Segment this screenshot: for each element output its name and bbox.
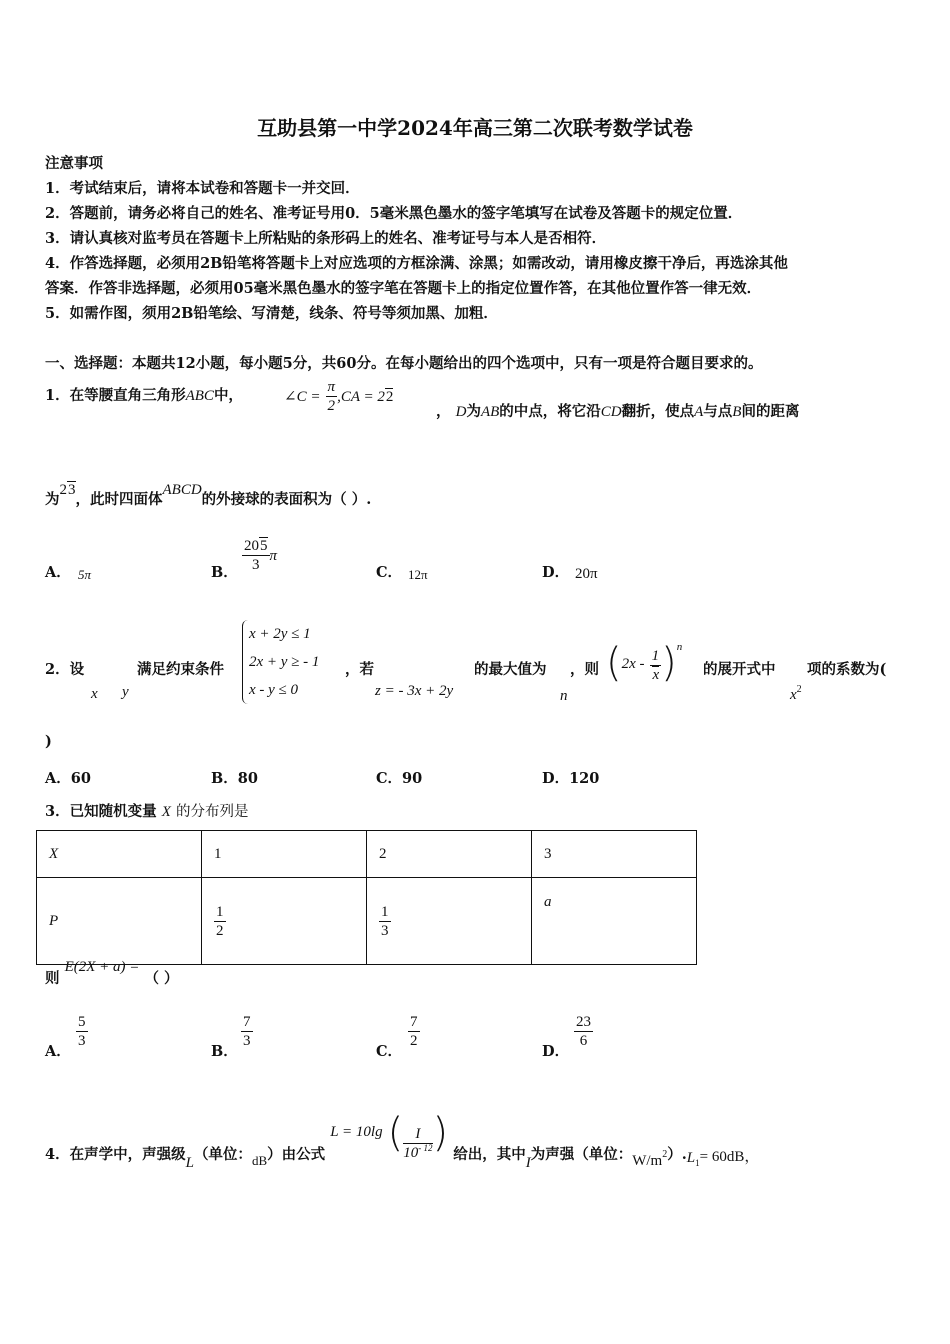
q2-option-b: B．80 — [211, 770, 258, 787]
table-cell: 1 — [202, 831, 367, 878]
question-2: 2．设 — [45, 661, 85, 678]
q3-option-d: $\frac{23}{6}$ — [576, 1014, 591, 1049]
q3-option-b-label: B． — [211, 1043, 238, 1060]
table-cell: $\frac{1}{2}$ — [202, 878, 367, 965]
question-1: 1．在等腰直角三角形ABC中， — [45, 387, 243, 404]
q2-text: ，则 — [570, 661, 599, 678]
q2-objective: z = - 3x + 2y — [375, 683, 454, 699]
notice-item: 答案．作答非选择题，必须用05毫米黑色墨水的签字笔在答题卡上的指定位置作答，在其他位置作答一律无效． — [45, 280, 762, 297]
q2-text: 项的系数为( — [807, 661, 887, 678]
q1-option-c-label: C． — [376, 564, 403, 581]
table-row — [37, 831, 697, 878]
q2-text: ，若 — [345, 661, 374, 678]
notice-item: 5．如需作图，须用2B铅笔绘、写清楚，线条、符号等须加黑、加粗． — [45, 305, 498, 322]
q2-var-y: y — [122, 684, 129, 700]
q1-option-c: 12π — [408, 567, 428, 582]
table-cell: X — [37, 831, 202, 878]
distribution-table — [36, 830, 697, 965]
q1-option-b: $\frac{205}{3}$ π — [244, 538, 278, 573]
q2-expression: (2x - $\frac{1}{x}$ )$^n$ — [606, 640, 683, 686]
q1-option-a-label: A． — [45, 564, 71, 581]
q3-option-c: $\frac{7}{2}$ — [410, 1014, 418, 1049]
q3-option-b: $\frac{7}{3}$ — [243, 1014, 251, 1049]
q3-option-a: $\frac{5}{3}$ — [78, 1014, 86, 1049]
q1-option-d-label: D． — [542, 564, 570, 581]
page-title: 互助县第一中学2024年高三第二次联考数学试卷 — [257, 116, 693, 140]
table-cell: a — [532, 878, 697, 965]
q2-constraints: x + 2y ≤ 1 2x + y ≥ - 1 x - y ≤ 0 — [242, 620, 319, 704]
question-4: 4．在声学中，声强级L（单位：$_{dB}$）由公式 L = 10lg ( $\frac{I}{10^{- 12}}$ ) 给出，其中I为声强（单位：$W/m_2).L_1= 60dB$， — [45, 1110, 760, 1171]
q2-option-c: C．90 — [376, 770, 423, 787]
notice-heading: 注意事项 — [45, 155, 103, 172]
q2-text: 满足约束条件 — [137, 661, 224, 678]
q3-option-c-label: C． — [376, 1043, 403, 1060]
notice-item: 3．请认真核对监考员在答题卡上所粘贴的条形码上的姓名、准考证号与本人是否相符． — [45, 230, 607, 247]
table-cell: 2 — [367, 831, 532, 878]
table-cell: P — [37, 878, 202, 965]
q1-angle-formula: ∠C = $\frac{\pi}{2}$ ,CA = 22 — [284, 379, 394, 414]
table-cell: 3 — [532, 831, 697, 878]
q1-option-a: 5π — [78, 567, 92, 582]
q3-option-d-label: D． — [542, 1043, 570, 1060]
q2-option-a: A．60 — [45, 770, 91, 787]
q1-option-b-label: B． — [211, 564, 238, 581]
q3-then: 则 E(2X + a) = （ ） — [45, 959, 179, 987]
question-3: 3．已知随机变量 X 的分布列是 — [45, 803, 249, 820]
q1-option-d: 20π — [575, 566, 598, 582]
notice-item: 4．作答选择题，必须用2B铅笔将答题卡上对应选项的方框涂满、涂黑；如需改动，请用橡皮擦干净后，再选涂其他 — [45, 255, 788, 272]
q2-text: 的展开式中 — [703, 661, 776, 678]
notice-item: 2．答题前，请务必将自己的姓名、准考证号用0．5毫米黑色墨水的签字笔填写在试卷及答题卡的规定位置． — [45, 205, 743, 222]
q2-text: 的最大值为 — [474, 661, 547, 678]
q3-option-a-label: A． — [45, 1043, 71, 1060]
q1-line2: 为23，此时四面体ABCD的外接球的表面积为（ ）. — [45, 482, 372, 508]
notice-item: 1．考试结束后，请将本试卷和答题卡一并交回． — [45, 180, 360, 197]
q2-option-d: D．120 — [542, 770, 600, 787]
q2-term: $x^2$ — [790, 684, 802, 703]
table-row — [37, 878, 697, 965]
q2-var-x: x — [91, 686, 98, 702]
table-cell: $\frac{1}{3}$ — [367, 878, 532, 965]
q1-text: ， D为AB的中点，将它沿CD翻折，使点A与点B间的距离 — [436, 403, 800, 420]
section-heading: 一、选择题：本题共12小题，每小题5分，共60分。在每小题给出的四个选项中，只有一项是符合题目要求的。 — [45, 355, 763, 372]
q2-var-n: n — [560, 688, 568, 704]
q2-close: ) — [45, 733, 52, 750]
